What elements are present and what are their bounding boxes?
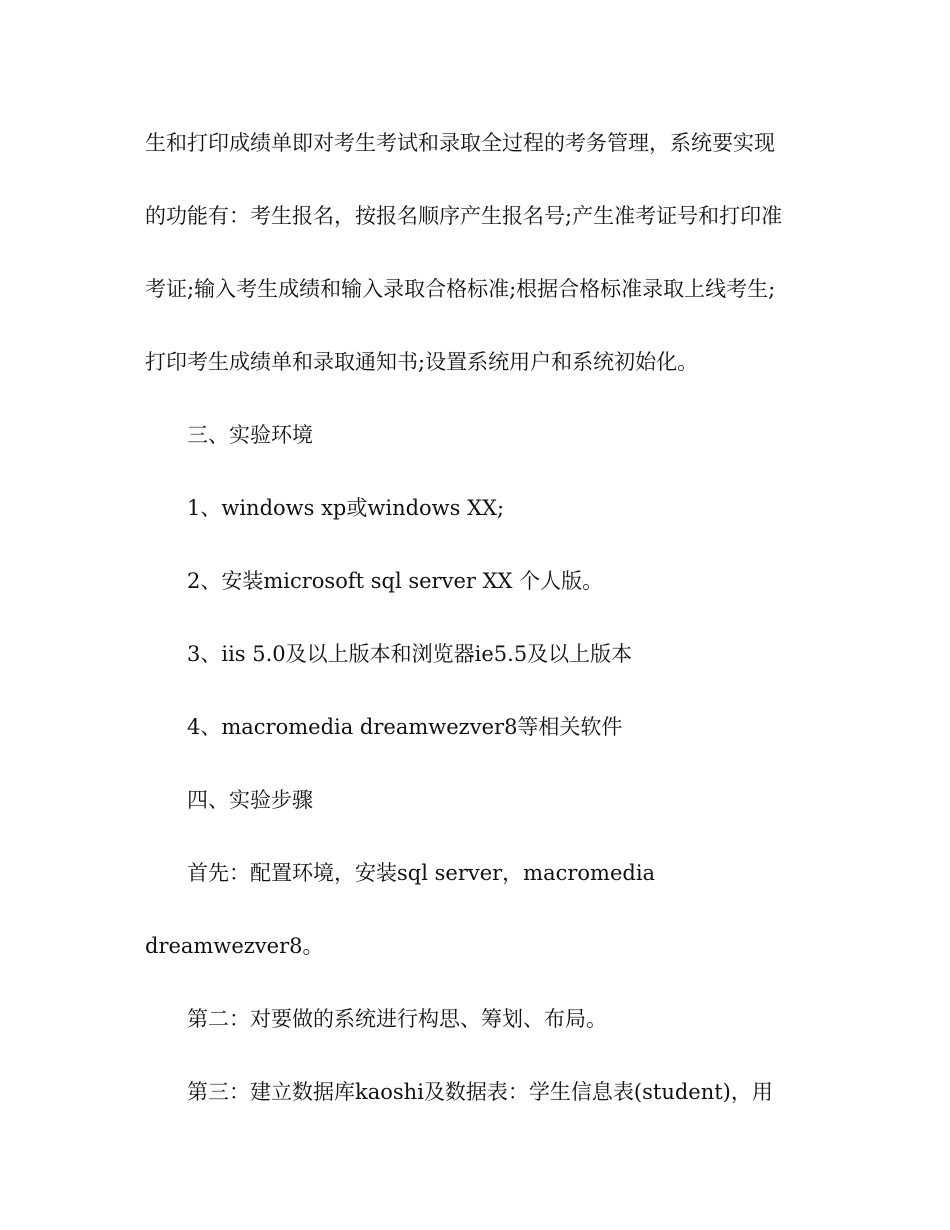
environment-item-4: 4、macromedia dreamwezver8等相关软件 xyxy=(187,715,623,739)
paragraph-line-3: 考证;输入考生成绩和输入录取合格标准;根据合格标准录取上线考生; xyxy=(145,277,776,301)
environment-item-3: 3、iis 5.0及以上版本和浏览器ie5.5及以上版本 xyxy=(187,642,633,666)
environment-item-1: 1、windows xp或windows XX; xyxy=(187,496,505,520)
section-heading-environment: 三、实验环境 xyxy=(187,423,313,447)
step-third: 第三：建立数据库kaoshi及数据表：学生信息表(student)，用 xyxy=(187,1080,773,1104)
paragraph-line-4: 打印考生成绩单和录取通知书;设置系统用户和系统初始化。 xyxy=(145,350,699,374)
step-first-line-1: 首先：配置环境，安装sql server，macromedia xyxy=(187,861,656,885)
environment-item-2: 2、安装microsoft sql server XX 个人版。 xyxy=(187,569,604,593)
paragraph-line-1: 生和打印成绩单即对考生考试和录取全过程的考务管理，系统要实现 xyxy=(145,131,775,155)
step-first-line-2: dreamwezver8。 xyxy=(145,934,324,958)
paragraph-line-2: 的功能有：考生报名，按报名顺序产生报名号;产生准考证号和打印准 xyxy=(145,204,783,228)
step-second: 第二：对要做的系统进行构思、筹划、布局。 xyxy=(187,1007,607,1031)
section-heading-steps: 四、实验步骤 xyxy=(187,788,313,812)
